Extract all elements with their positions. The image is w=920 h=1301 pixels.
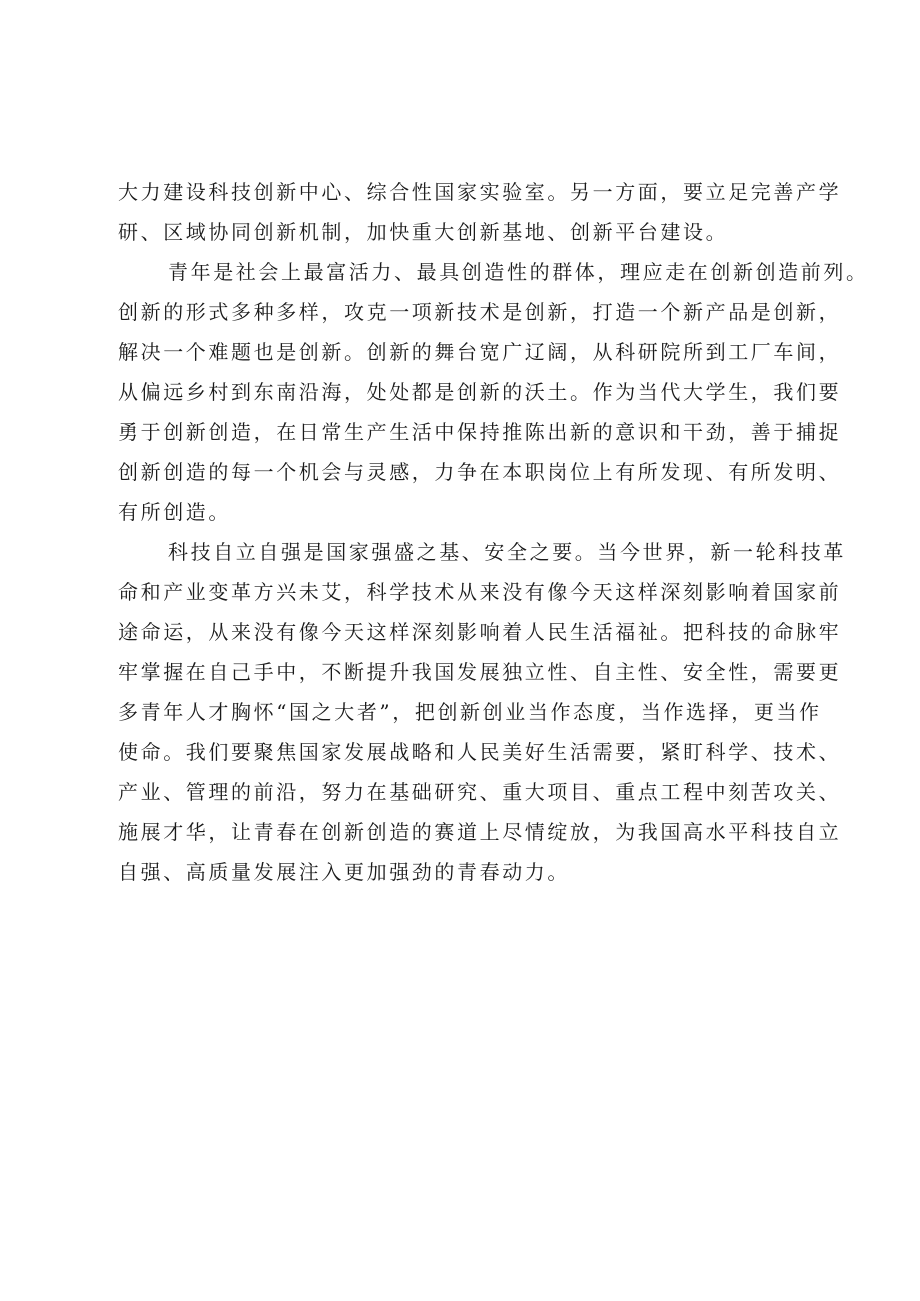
paragraph-line: 研、区域协同创新机制，加快重大创新基地、创新平台建设。: [118, 220, 729, 244]
paragraph-1: [118, 172, 842, 252]
paragraph-line: 命和产业变革方兴未艾，科学技术从来没有像今天这样深刻影响着国家前: [118, 580, 842, 604]
paragraph-3: [118, 532, 846, 892]
paragraph-line: 施展才华，让青春在创新创造的赛道上尽情绽放，为我国高水平科技自立: [118, 820, 842, 844]
paragraph-line: 青年是社会上最富活力、最具创造性的群体，理应走在创新创造前列。: [168, 260, 869, 284]
paragraph-line: 解决一个难题也是创新。创新的舞台宽广辽阔，从科研院所到工厂车间，: [118, 340, 842, 364]
paragraph-line: 有所创造。: [118, 500, 231, 524]
paragraph-line: 创新创造的每一个机会与灵感，力争在本职岗位上有所发现、有所发明、: [118, 460, 842, 484]
paragraph-line: 从偏远乡村到东南沿海，处处都是创新的沃土。作为当代大学生，我们要: [118, 380, 842, 404]
paragraph-line: 途命运，从来没有像今天这样深刻影响着人民生活福祉。把科技的命脉牢: [118, 620, 842, 644]
paragraph-line: 多青年人才胸怀“国之大者”，把创新创业当作态度，当作选择，更当作: [118, 700, 822, 724]
paragraph-line: 使命。我们要聚焦国家发展战略和人民美好生活需要，紧盯科学、技术、: [118, 740, 842, 764]
paragraph-line: 创新的形式多种多样，攻克一项新技术是创新，打造一个新产品是创新，: [118, 300, 842, 324]
paragraph-line: 自强、高质量发展注入更加强劲的青春动力。: [118, 860, 570, 884]
paragraph-line: 勇于创新创造，在日常生产生活中保持推陈出新的意识和干劲，善于捕捉: [118, 420, 842, 444]
paragraph-line: 科技自立自强是国家强盛之基、安全之要。当今世界，新一轮科技革: [168, 540, 846, 564]
document-body: [118, 172, 869, 892]
paragraph-line: 牢掌握在自己手中，不断提升我国发展独立性、自主性、安全性，需要更: [118, 660, 842, 684]
paragraph-line: 大力建设科技创新中心、综合性国家实验室。另一方面，要立足完善产学: [118, 180, 842, 204]
paragraph-2: [118, 252, 869, 532]
paragraph-line: 产业、管理的前沿，努力在基础研究、重大项目、重点工程中刻苦攻关、: [118, 780, 842, 804]
